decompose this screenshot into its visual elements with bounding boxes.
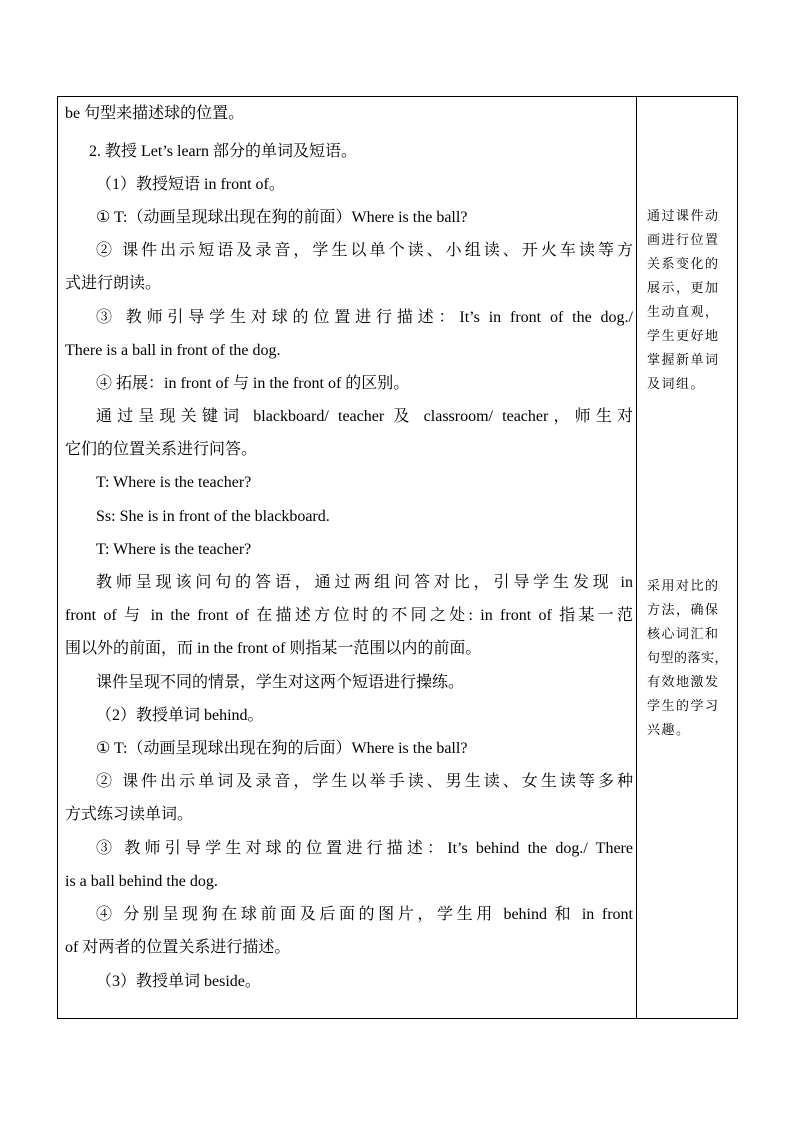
text-line: 式进行朗读。 bbox=[65, 275, 162, 292]
text-line: ② 课件出示单词及录音，学生以举手读、男生读、女生读等多种 bbox=[96, 773, 633, 790]
text-line: ③ 教师引导学生对球的位置进行描述：It’s behind the dog./ There bbox=[96, 840, 633, 857]
text-line: 教师呈现该问句的答语，通过两组问答对比，引导学生发现 in bbox=[96, 574, 633, 591]
text-line: T: Where is the teacher? bbox=[96, 541, 252, 558]
text-line: is a ball behind the dog. bbox=[65, 873, 218, 890]
design-note: 核心词汇和 bbox=[647, 626, 720, 641]
design-note: 掌握新单词 bbox=[647, 352, 720, 367]
design-note: 画进行位置 bbox=[647, 232, 720, 247]
text-line: 围以外的前面，而 in the front of 则指某一范围以内的前面。 bbox=[65, 640, 482, 657]
text-line: 通过呈现关键词 blackboard/ teacher 及 classroom/ teacher，师生对 bbox=[96, 408, 633, 425]
design-note: 句型的落实， bbox=[647, 650, 729, 665]
text-line: front of 与 in the front of 在描述方位时的不同之处: in front of 指某一范 bbox=[65, 607, 633, 624]
design-note: 展示，更加 bbox=[647, 280, 720, 295]
design-note: 兴趣。 bbox=[647, 722, 691, 737]
text-line: be 句型来描述球的位置。 bbox=[65, 105, 245, 122]
design-intent-cell bbox=[637, 97, 737, 1018]
design-note: 方法，确保 bbox=[647, 602, 720, 617]
text-line: ④ 拓展：in front of 与 in the front of 的区别。 bbox=[96, 375, 410, 392]
text-line: 2. 教授 Let’s learn 部分的单词及短语。 bbox=[89, 143, 357, 160]
text-line: Ss: She is in front of the blackboard. bbox=[96, 508, 330, 525]
text-line: 课件呈现不同的情景，学生对这两个短语进行操练。 bbox=[96, 674, 465, 691]
text-line: ④ 分别呈现狗在球前面及后面的图片，学生用 behind 和 in front bbox=[96, 906, 633, 923]
teaching-process-cell bbox=[58, 97, 637, 1018]
text-line: T: Where is the teacher? bbox=[96, 474, 252, 491]
design-note: 学生的学习 bbox=[647, 698, 720, 713]
design-note: 生动直观， bbox=[647, 304, 720, 319]
text-line: ② 课件出示短语及录音，学生以单个读、小组读、开火车读等方 bbox=[96, 242, 633, 259]
design-note: 关系变化的 bbox=[647, 256, 720, 271]
design-note: 采用对比的 bbox=[647, 578, 720, 593]
text-line: （2）教授单词 behind。 bbox=[96, 707, 264, 724]
text-line: ① T:（动画呈现球出现在狗的前面）Where is the ball? bbox=[96, 209, 468, 226]
text-line: （3）教授单词 beside。 bbox=[96, 973, 261, 990]
design-note: 及词组。 bbox=[647, 376, 706, 391]
text-line: （1）教授短语 in front of。 bbox=[96, 176, 285, 193]
text-line: ① T:（动画呈现球出现在狗的后面）Where is the ball? bbox=[96, 740, 468, 757]
design-note: 有效地激发 bbox=[647, 674, 720, 689]
text-line: 方式练习读单词。 bbox=[65, 806, 194, 823]
text-line: of 对两者的位置关系进行描述。 bbox=[65, 939, 291, 956]
text-line: 它们的位置关系进行问答。 bbox=[65, 441, 258, 458]
text-line: There is a ball in front of the dog. bbox=[65, 342, 281, 359]
design-note: 通过课件动 bbox=[647, 208, 720, 223]
design-note: 学生更好地 bbox=[647, 328, 720, 343]
lesson-plan-table bbox=[57, 96, 738, 1019]
text-line: ③ 教师引导学生对球的位置进行描述：It’s in front of the dog./ bbox=[96, 309, 633, 326]
